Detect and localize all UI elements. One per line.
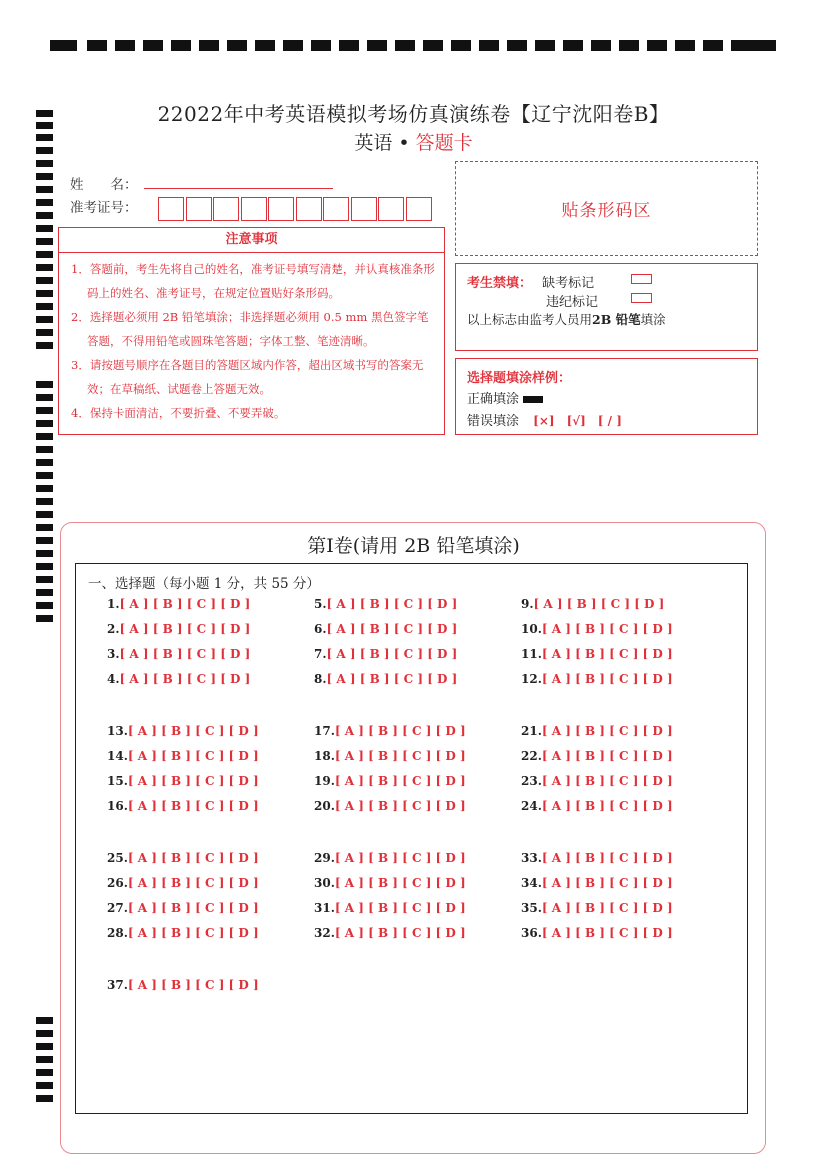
question-number: 19. bbox=[314, 774, 335, 788]
question-number: 6. bbox=[314, 622, 327, 636]
question-number: 23. bbox=[521, 774, 542, 788]
question-number: 18. bbox=[314, 749, 335, 763]
answer-options[interactable]: [ A ] [ B ] [ C ] [ D ] bbox=[127, 749, 259, 763]
question-number: 27. bbox=[107, 901, 128, 915]
question-item[interactable] bbox=[107, 724, 259, 738]
question-item[interactable] bbox=[521, 647, 673, 661]
id-digit-box[interactable] bbox=[296, 197, 322, 221]
id-digit-box[interactable] bbox=[158, 197, 184, 221]
question-item[interactable] bbox=[521, 926, 673, 940]
left-timing-marks bbox=[0, 0, 60, 1169]
subtitle-subject: 英语 bbox=[354, 132, 393, 154]
question-item[interactable] bbox=[107, 978, 259, 992]
question-item[interactable] bbox=[314, 647, 457, 661]
absent-mark-box[interactable] bbox=[631, 274, 652, 284]
question-item[interactable] bbox=[521, 774, 673, 788]
question-item[interactable] bbox=[521, 799, 673, 813]
question-item[interactable] bbox=[107, 672, 250, 686]
question-item[interactable] bbox=[107, 647, 250, 661]
answer-options[interactable]: [ A ] [ B ] [ C ] [ D ] bbox=[127, 774, 259, 788]
question-item[interactable] bbox=[521, 901, 673, 915]
answer-options[interactable]: [ A ] [ B ] [ C ] [ D ] bbox=[119, 672, 251, 686]
question-item[interactable] bbox=[521, 724, 673, 738]
question-number: 10. bbox=[521, 622, 542, 636]
id-label: 准考证号： bbox=[70, 200, 138, 216]
question-number: 24. bbox=[521, 799, 542, 813]
question-item[interactable] bbox=[521, 672, 673, 686]
notice-item: 3．请按题号顺序在各题目的答题区域内作答，超出区域书写的答案无效；在草稿纸、试题卷上答题无效。 bbox=[71, 358, 424, 396]
question-item[interactable] bbox=[107, 876, 259, 890]
answer-options[interactable]: [ A ] [ B ] [ C ] [ D ] bbox=[334, 926, 466, 940]
question-number: 5. bbox=[314, 597, 327, 611]
question-item[interactable] bbox=[107, 901, 259, 915]
id-digit-box[interactable] bbox=[213, 197, 239, 221]
answer-options[interactable]: [ A ] [ B ] [ C ] [ D ] bbox=[541, 672, 673, 686]
question-item[interactable] bbox=[107, 597, 250, 611]
id-digit-box[interactable] bbox=[186, 197, 212, 221]
question-item[interactable] bbox=[314, 774, 466, 788]
notice-heading: 注意事项 bbox=[59, 228, 444, 253]
question-item[interactable] bbox=[107, 799, 259, 813]
question-item[interactable] bbox=[107, 749, 259, 763]
answer-options[interactable]: [ A ] [ B ] [ C ] [ D ] bbox=[334, 774, 466, 788]
question-number: 1. bbox=[107, 597, 120, 611]
question-number: 16. bbox=[107, 799, 128, 813]
question-item[interactable] bbox=[521, 597, 664, 611]
notice-item: 4．保持卡面清洁，不要折叠、不要弄破。 bbox=[71, 406, 286, 420]
question-item[interactable] bbox=[107, 851, 259, 865]
correct-fill-mark bbox=[523, 396, 543, 403]
id-digit-box[interactable] bbox=[378, 197, 404, 221]
question-number: 2. bbox=[107, 622, 120, 636]
question-number: 17. bbox=[314, 724, 335, 738]
answer-options[interactable]: [ A ] [ B ] [ C ] [ D ] bbox=[533, 597, 665, 611]
answer-options[interactable]: [ A ] [ B ] [ C ] [ D ] bbox=[127, 901, 259, 915]
ban-note-c: 填涂 bbox=[640, 312, 666, 327]
answer-options[interactable]: [ A ] [ B ] [ C ] [ D ] bbox=[541, 749, 673, 763]
answer-options[interactable]: [ A ] [ B ] [ C ] [ D ] bbox=[127, 799, 259, 813]
answer-options[interactable]: [ A ] [ B ] [ C ] [ D ] bbox=[326, 647, 458, 661]
question-item[interactable] bbox=[314, 926, 466, 940]
question-item[interactable] bbox=[521, 622, 673, 636]
question-item[interactable] bbox=[107, 622, 250, 636]
answer-options[interactable]: [ A ] [ B ] [ C ] [ D ] bbox=[127, 851, 259, 865]
violation-mark-box[interactable] bbox=[631, 293, 652, 303]
answer-options[interactable]: [ A ] [ B ] [ C ] [ D ] bbox=[541, 901, 673, 915]
question-item[interactable] bbox=[314, 799, 466, 813]
examinee-restricted-box bbox=[455, 263, 758, 351]
answer-options[interactable]: [ A ] [ B ] [ C ] [ D ] bbox=[541, 851, 673, 865]
answer-options[interactable]: [ A ] [ B ] [ C ] [ D ] bbox=[334, 799, 466, 813]
question-number: 12. bbox=[521, 672, 542, 686]
answer-options[interactable]: [ A ] [ B ] [ C ] [ D ] bbox=[541, 774, 673, 788]
notice-item: 2．选择题必须用 2B 铅笔填涂；非选择题必须用 0.5 mm 黑色签字笔答题，不得用铅笔或圆珠笔答题；字体工整、笔迹清晰。 bbox=[71, 310, 429, 348]
name-field[interactable] bbox=[144, 188, 333, 189]
answer-options[interactable]: [ A ] [ B ] [ C ] [ D ] bbox=[541, 926, 673, 940]
answer-options[interactable]: [ A ] [ B ] [ C ] [ D ] bbox=[334, 724, 466, 738]
question-item[interactable] bbox=[314, 876, 466, 890]
id-number-boxes[interactable] bbox=[158, 197, 433, 221]
question-number: 35. bbox=[521, 901, 542, 915]
question-item[interactable] bbox=[314, 749, 466, 763]
question-item[interactable] bbox=[521, 749, 673, 763]
barcode-area: 贴条形码区 bbox=[455, 161, 758, 256]
fill-sample-box bbox=[455, 358, 758, 435]
question-heading: 一、选择题（每小题 1 分，共 55 分） bbox=[88, 576, 320, 592]
answer-options[interactable]: [ A ] [ B ] [ C ] [ D ] bbox=[541, 799, 673, 813]
question-number: 4. bbox=[107, 672, 120, 686]
answer-options[interactable]: [ A ] [ B ] [ C ] [ D ] bbox=[541, 647, 673, 661]
answer-area bbox=[75, 563, 748, 1114]
answer-options[interactable]: [ A ] [ B ] [ C ] [ D ] bbox=[119, 622, 251, 636]
answer-options[interactable]: [ A ] [ B ] [ C ] [ D ] bbox=[127, 926, 259, 940]
ban-label: 考生禁填： bbox=[467, 276, 533, 291]
question-number: 7. bbox=[314, 647, 327, 661]
question-number: 33. bbox=[521, 851, 542, 865]
answer-options[interactable]: [ A ] [ B ] [ C ] [ D ] bbox=[541, 622, 673, 636]
question-number: 30. bbox=[314, 876, 335, 890]
answer-options[interactable]: [ A ] [ B ] [ C ] [ D ] bbox=[334, 851, 466, 865]
question-number: 26. bbox=[107, 876, 128, 890]
correct-fill-label: 正确填涂 bbox=[467, 392, 520, 407]
notice-item: 1．答题前，考生先将自己的姓名，准考证号填写清楚，并认真核准条形码上的姓名、准考证号，在规定位置贴好条形码。 bbox=[71, 262, 435, 300]
id-digit-box[interactable] bbox=[268, 197, 294, 221]
answer-options[interactable]: [ A ] [ B ] [ C ] [ D ] bbox=[334, 901, 466, 915]
wrong-fill-label: 错误填涂 bbox=[467, 414, 520, 429]
question-item[interactable] bbox=[107, 926, 259, 940]
page-title: 22022年中考英语模拟考场仿真演练卷【辽宁沈阳卷B】 bbox=[157, 102, 670, 126]
question-number: 25. bbox=[107, 851, 128, 865]
answer-options[interactable]: [ A ] [ B ] [ C ] [ D ] bbox=[326, 622, 458, 636]
question-item[interactable] bbox=[521, 876, 673, 890]
id-digit-box[interactable] bbox=[406, 197, 432, 221]
page-subtitle bbox=[0, 128, 827, 155]
subtitle-separator: • bbox=[398, 132, 410, 154]
question-number: 37. bbox=[107, 978, 128, 992]
answer-options[interactable]: [ A ] [ B ] [ C ] [ D ] bbox=[541, 724, 673, 738]
id-digit-box[interactable] bbox=[241, 197, 267, 221]
question-number: 21. bbox=[521, 724, 542, 738]
answer-options[interactable]: [ A ] [ B ] [ C ] [ D ] bbox=[127, 876, 259, 890]
question-number: 14. bbox=[107, 749, 128, 763]
id-digit-box[interactable] bbox=[351, 197, 377, 221]
question-number: 28. bbox=[107, 926, 128, 940]
answer-options[interactable]: [ A ] [ B ] [ C ] [ D ] bbox=[334, 876, 466, 890]
question-number: 34. bbox=[521, 876, 542, 890]
notice-box bbox=[58, 227, 445, 435]
question-item[interactable] bbox=[314, 672, 457, 686]
answer-options[interactable]: [ A ] [ B ] [ C ] [ D ] bbox=[334, 749, 466, 763]
top-timing-marks bbox=[50, 40, 776, 53]
subtitle-card: 答题卡 bbox=[415, 132, 473, 154]
wrong-fill-marks: [×] [√] [ / ] bbox=[533, 414, 622, 428]
fill-sample-heading: 选择题填涂样例： bbox=[467, 371, 572, 386]
question-number: 36. bbox=[521, 926, 542, 940]
question-item[interactable] bbox=[314, 597, 457, 611]
question-number: 29. bbox=[314, 851, 335, 865]
answer-options[interactable]: [ A ] [ B ] [ C ] [ D ] bbox=[127, 978, 259, 992]
question-number: 15. bbox=[107, 774, 128, 788]
question-number: 3. bbox=[107, 647, 120, 661]
question-item[interactable] bbox=[314, 724, 466, 738]
question-item[interactable] bbox=[107, 774, 259, 788]
question-number: 8. bbox=[314, 672, 327, 686]
section-one-title: 第Ⅰ卷(请用 2B 铅笔填涂) bbox=[307, 535, 520, 557]
answer-options[interactable]: [ A ] [ B ] [ C ] [ D ] bbox=[119, 647, 251, 661]
question-number: 9. bbox=[521, 597, 534, 611]
violation-label: 违纪标记 bbox=[546, 295, 599, 310]
absent-label: 缺考标记 bbox=[542, 276, 595, 291]
question-number: 13. bbox=[107, 724, 128, 738]
question-item[interactable] bbox=[521, 851, 673, 865]
answer-options[interactable]: [ A ] [ B ] [ C ] [ D ] bbox=[541, 876, 673, 890]
question-number: 20. bbox=[314, 799, 335, 813]
question-number: 31. bbox=[314, 901, 335, 915]
answer-options[interactable]: [ A ] [ B ] [ C ] [ D ] bbox=[326, 597, 458, 611]
question-number: 22. bbox=[521, 749, 542, 763]
question-item[interactable] bbox=[314, 901, 466, 915]
ban-note-a: 以上标志由监考人员用 bbox=[467, 312, 593, 327]
name-label: 姓 名： bbox=[70, 177, 138, 193]
id-digit-box[interactable] bbox=[323, 197, 349, 221]
ban-note-b: 2B 铅笔 bbox=[592, 312, 641, 327]
ban-note bbox=[467, 310, 666, 328]
question-item[interactable] bbox=[314, 622, 457, 636]
question-number: 11. bbox=[521, 647, 542, 661]
answer-options[interactable]: [ A ] [ B ] [ C ] [ D ] bbox=[127, 724, 259, 738]
answer-options[interactable]: [ A ] [ B ] [ C ] [ D ] bbox=[326, 672, 458, 686]
question-item[interactable] bbox=[314, 851, 466, 865]
question-number: 32. bbox=[314, 926, 335, 940]
answer-options[interactable]: [ A ] [ B ] [ C ] [ D ] bbox=[119, 597, 251, 611]
